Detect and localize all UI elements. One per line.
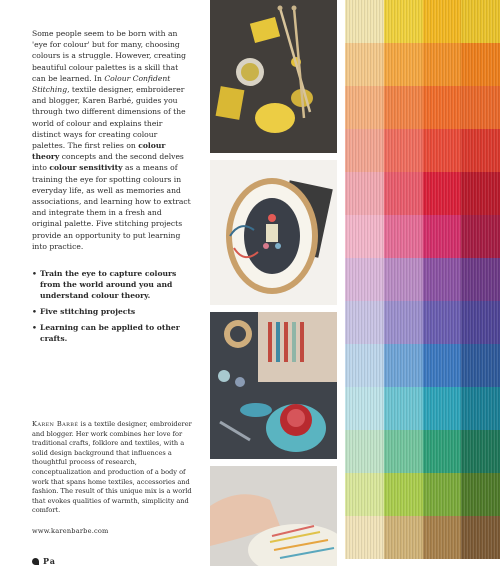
thread-swatch [461, 215, 500, 258]
thread-swatch [384, 344, 423, 387]
thread-swatch [345, 516, 384, 559]
thread-swatch [423, 258, 462, 301]
thread-swatch [345, 172, 384, 215]
thread-swatch [423, 43, 462, 86]
thread-swatch [461, 473, 500, 516]
photo-embroidery-hoop [210, 160, 337, 305]
thread-swatch-grid [345, 0, 500, 566]
thread-swatch [345, 430, 384, 473]
thread-swatch [384, 473, 423, 516]
thread-swatch [423, 473, 462, 516]
thread-swatch [345, 215, 384, 258]
photo-yarn-needles [210, 0, 337, 153]
thread-swatch [461, 344, 500, 387]
thread-swatch [423, 86, 462, 129]
thread-swatch [345, 43, 384, 86]
thread-swatch [384, 387, 423, 430]
thread-swatch [461, 430, 500, 473]
thread-swatch [384, 516, 423, 559]
thread-swatch [461, 516, 500, 559]
photo-craft-supplies [210, 312, 337, 459]
thread-swatch [384, 43, 423, 86]
term-colour-theory: colour theory [32, 141, 166, 162]
thread-swatch [345, 344, 384, 387]
intro-paragraph [32, 28, 192, 252]
thread-swatch [384, 0, 423, 43]
publisher-mark-icon [32, 558, 39, 565]
author-website: www.karenbarbe.com [32, 527, 109, 535]
thread-swatch [423, 344, 462, 387]
thread-swatch [461, 301, 500, 344]
thread-swatch [461, 0, 500, 43]
author-bio [32, 420, 194, 516]
intro-text: Some people seem to be born with an 'eye for colour' but for many, choosing colours is a struggle. However, creating beautiful colour palettes is a skill that can be learned. In Colour Confident Stitching, textile designer, embroiderer and blogger, Karen Barbé, guides you through two different dimensions of the world of colour and explains their distinct ways for creating colour palettes. The first relies on colour theory concepts and the second delves into colour sensitivity as a means of training the eye for spotting colours in everyday life, as well as memories and associations, and learning how to extract and integrate them in a fresh and original palette. Five stitching projects provide an opportunity to put learning into practice. [32, 29, 191, 251]
thread-swatch [345, 301, 384, 344]
feature-item: • Five stitching projects [32, 306, 192, 317]
thread-swatch [384, 215, 423, 258]
thread-swatch [384, 430, 423, 473]
thread-swatch [345, 86, 384, 129]
thread-swatch [423, 301, 462, 344]
thread-swatch [423, 215, 462, 258]
thread-swatch [384, 258, 423, 301]
photo-hand-stitching [210, 466, 337, 566]
author-bio-text: is a textile designer, embroiderer and blogger. Her work combines her love for traditional crafts, folklore and textiles, with a solid design background that influences a thoughtful process of research, conceptualization and production of a body of work that spans home textiles, accessories and fashion. The result of this unique mix is a world that evokes qualities of warmth, simplicity and comfort. [32, 420, 192, 515]
thread-swatch [384, 301, 423, 344]
author-name: Karen Barbé [32, 420, 79, 428]
thread-swatch [461, 43, 500, 86]
thread-swatch [461, 258, 500, 301]
thread-swatch [345, 129, 384, 172]
feature-item: • Train the eye to capture colours from the world around you and understand colour theory. [32, 268, 192, 301]
thread-swatch [384, 129, 423, 172]
thread-swatch [461, 172, 500, 215]
thread-swatch [423, 0, 462, 43]
thread-swatch [423, 387, 462, 430]
thread-swatch [345, 0, 384, 43]
thread-swatch [384, 86, 423, 129]
thread-swatch [423, 516, 462, 559]
publisher-logo [32, 556, 56, 566]
thread-swatch [423, 430, 462, 473]
feature-list [32, 268, 192, 344]
thread-swatch [345, 387, 384, 430]
thread-swatch [423, 172, 462, 215]
thread-swatch [384, 172, 423, 215]
book-title: Colour Confident Stitching [32, 73, 171, 95]
publisher-name: Pa [43, 556, 56, 566]
feature-item: • Learning can be applied to other crafts. [32, 322, 192, 344]
thread-swatch [423, 129, 462, 172]
thread-swatch [461, 387, 500, 430]
thread-swatch [461, 86, 500, 129]
text-column [32, 28, 192, 349]
thread-swatch [461, 129, 500, 172]
term-colour-sensitivity: colour sensitivity [49, 163, 123, 173]
thread-swatch [345, 473, 384, 516]
thread-swatch [345, 258, 384, 301]
